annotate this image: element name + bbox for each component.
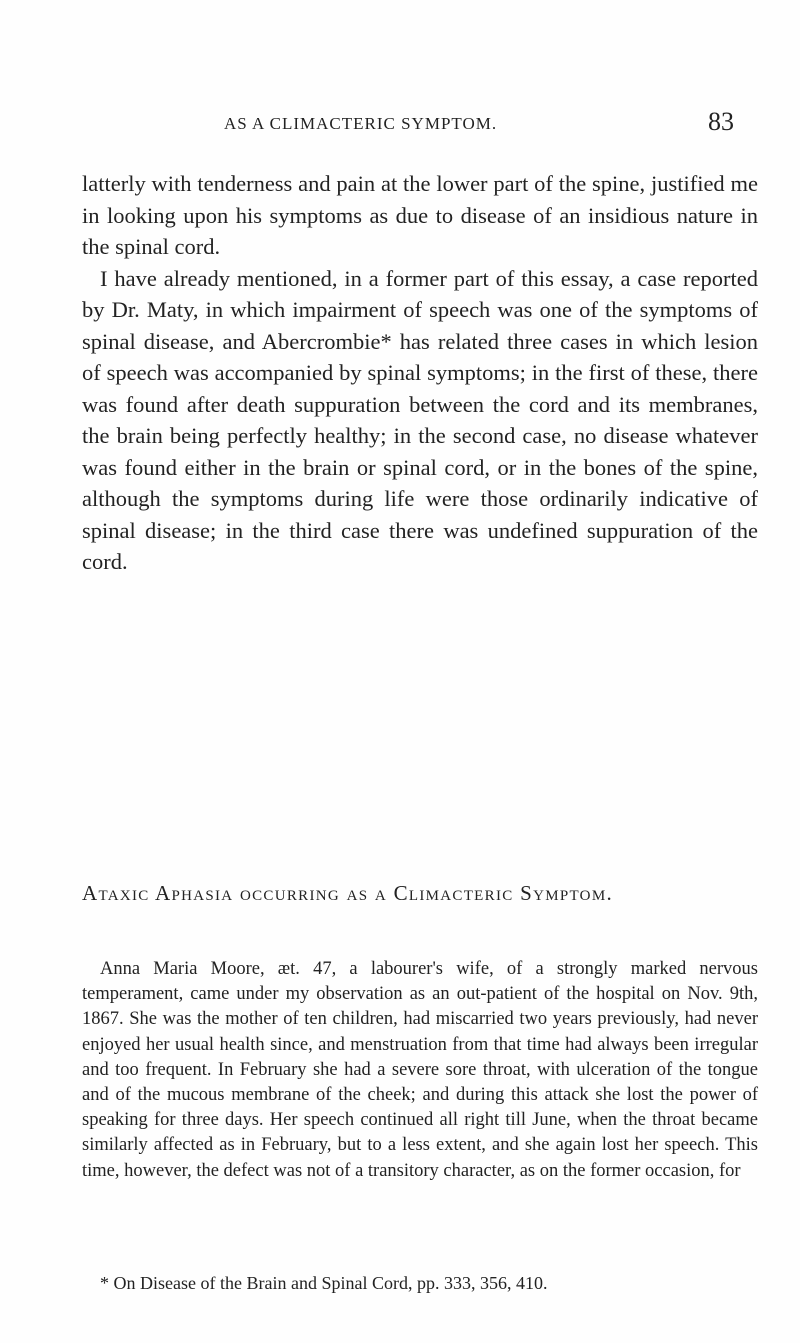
case-report	[82, 957, 758, 1184]
body-text	[82, 168, 758, 578]
footnote: * On Disease of the Brain and Spinal Cord, pp. 333, 356, 410.	[100, 1273, 548, 1293]
running-title: AS A CLIMACTERIC SYMPTOM.	[224, 114, 498, 133]
section-heading: Ataxic Aphasia occurring as a Climacteric Symptom.	[82, 881, 613, 905]
case-paragraph: Anna Maria Moore, æt. 47, a labourer's wife, of a strongly marked nervous temperament, came under my observation as an out-patient of the hospital on Nov. 9th, 1867. She was the mother of ten children, had miscarried two years previously, had never enjoyed her usual health since, and menstruation from that time had always been irregular and too frequent. In February she had a severe sore throat, with ulceration of the tongue and of the mucous membrane of the cheek; and during this attack she lost the power of speaking for three days. Her speech continued all right till June, when the throat became similarly affected as in February, but to a less extent, and she again lost her speech. This time, however, the defect was not of a transitory character, as on the former occasion, for	[82, 959, 758, 1181]
paragraph-abercrombie: I have already mentioned, in a former part of this essay, a case reported by Dr. Maty, in which impairment of speech was one of the symptoms of spinal disease, and Abercrombie* has related three cases in which lesion of speech was accompanied by spinal symptoms; in the first of these, there was found after death suppuration between the cord and its membranes, the brain being perfectly healthy; in the second case, no disease whatever was found either in the brain or spinal cord, or in the bones of the spine, although the symptoms during life were those ordinarily indicative of spinal disease; in the third case there was undefined suppuration of the cord.	[82, 265, 758, 574]
page-number: 83	[708, 107, 734, 136]
running-head	[0, 107, 800, 144]
paragraph-continued: latterly with tenderness and pain at the lower part of the spine, justified me in looking upon his symptoms as due to disease of an insidious nature in the spinal cord.	[82, 171, 758, 259]
